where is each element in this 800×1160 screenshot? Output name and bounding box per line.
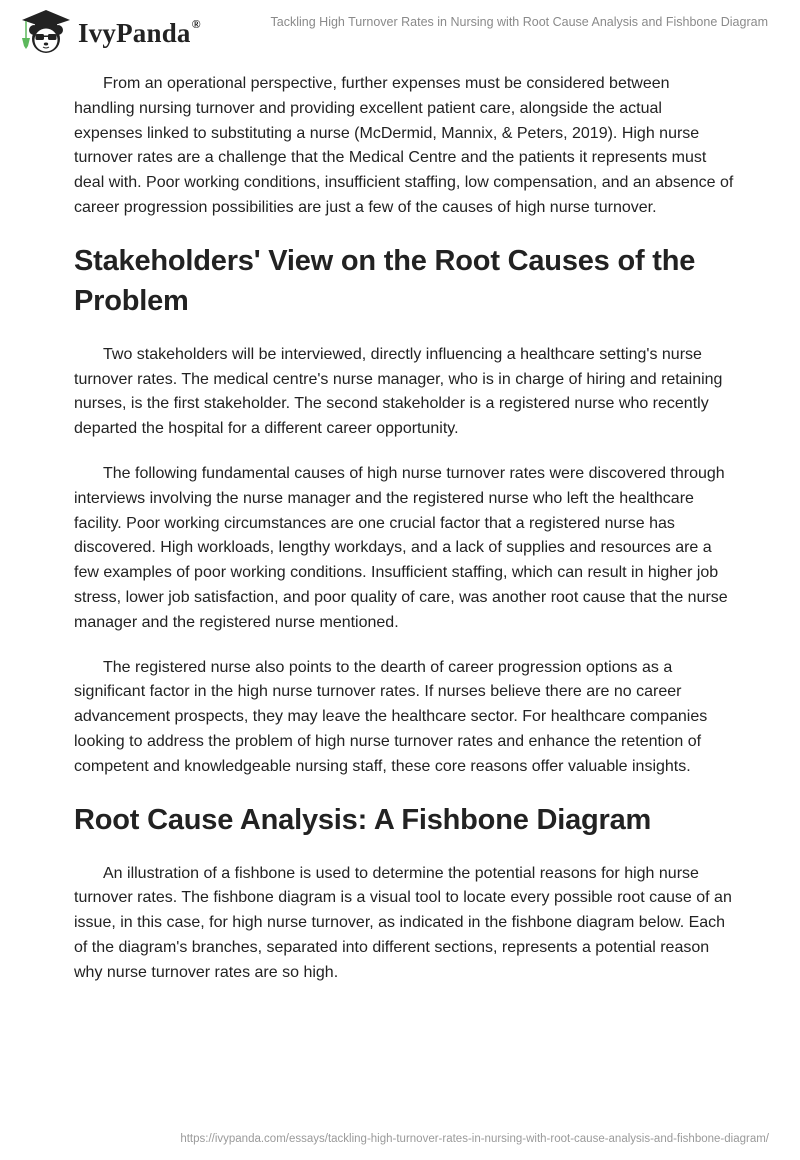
- ivypanda-logo[interactable]: [18, 8, 201, 54]
- page-header: [0, 0, 800, 60]
- heading-root-cause-analysis: Root Cause Analysis: A Fishbone Diagram: [74, 803, 652, 836]
- document-title: Tackling High Turnover Rates in Nursing with Root Cause Analysis and Fishbone Diagram: [270, 15, 768, 29]
- essay-content: [74, 72, 734, 1006]
- footer-source-url[interactable]: https://ivypanda.com/essays/tackling-high-turnover-rates-in-nursing-with-root-cause-analysis-and-fishbone-diagram/: [180, 1133, 769, 1145]
- paragraph-fishbone: An illustration of a fishbone is used to determine the potential reasons for high nurse turnover rates. The fishbone diagram is a visual tool to locate every possible root cause of an issue, in this case, for high nurse turnover, as indicated in the fishbone diagram below. Each of the diagram's branches, separated into different sections, represents a potential reason why nurse turnover rates are so high.: [74, 864, 732, 981]
- paragraph-career-progression: The registered nurse also points to the dearth of career progression options as a significant factor in the high nurse turnover rates. If nurses believe there are no career advancement prospects, they may leave the healthcare sector. For healthcare companies looking to address the problem of high nurse turnover rates and enhance the retention of competent and knowledgeable nursing staff, these core reasons offer valuable insights.: [74, 658, 708, 775]
- paragraph-fundamental-causes: The following fundamental causes of high nurse turnover rates were discovered through interviews involving the nurse manager and the registered nurse who left the healthcare facility. Poor working circumstances are one crucial factor that a registered nurse has discovered. High workloads, lengthy workdays, and a lack of supplies and resources are a few examples of poor working conditions. Insufficient staffing, which can result in higher job stress, lower job satisfaction, and poor quality of care, was another root cause that the nurse manager and the registered nurse mentioned.: [74, 464, 728, 631]
- panda-graduate-icon: [18, 8, 74, 54]
- paragraph-intro: From an operational perspective, further expenses must be considered between handling nursing turnover and providing excellent patient care, alongside the actual expenses linked to substituting a nurse (McDermid, Mannix, & Peters, 2019). High nurse turnover rates are a challenge that the Medical Centre and the patients it represents must deal with. Poor working conditions, insufficient staffing, low compensation, and an absence of career progression possibilities are just a few of the causes of high nurse turnover.: [74, 75, 734, 216]
- heading-stakeholders-view: Stakeholders' View on the Root Causes of the Problem: [74, 244, 696, 317]
- logo-wordmark: IvyPanda®: [78, 16, 201, 48]
- paragraph-stakeholders: Two stakeholders will be interviewed, directly influencing a healthcare setting's nurse turnover rates. The medical centre's nurse manager, who is in charge of hiring and retaining nurses, is the first stakeholder. The second stakeholder is a registered nurse who recently departed the hospital for a different career opportunity.: [74, 345, 723, 438]
